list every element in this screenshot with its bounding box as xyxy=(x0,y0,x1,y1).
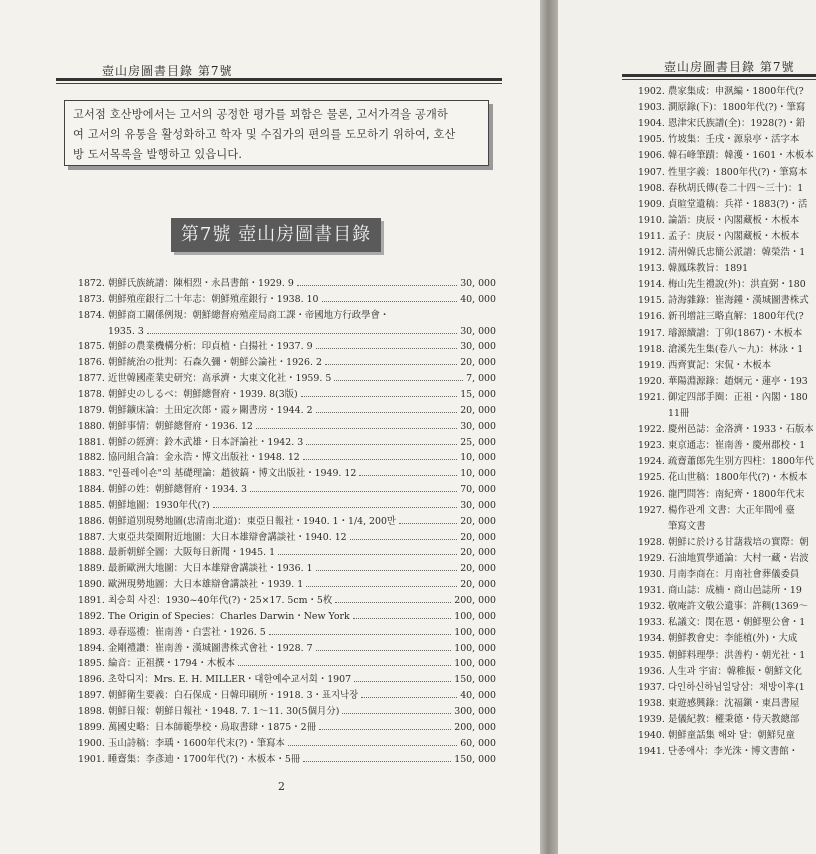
catalog-entry xyxy=(638,148,816,163)
entry-description: 朝鮮道別現勢地圖(忠清南北道)：東亞日報社・1940. 1・1/4, 200만 xyxy=(108,515,396,527)
catalog-entry xyxy=(78,609,496,624)
dot-leader xyxy=(213,507,457,508)
dot-leader xyxy=(342,713,451,714)
catalog-entry xyxy=(78,419,496,434)
entry-price: 15, 000 xyxy=(460,388,496,400)
entry-number: 1891. xyxy=(78,595,105,606)
entry-number: 1894. xyxy=(78,642,105,654)
entry-description: 다인하신하님일당삼：채방이후(1 xyxy=(668,681,805,693)
catalog-entry xyxy=(78,577,496,592)
entry-description: 御定四部手圈：正祖・內閣・180 xyxy=(668,391,808,403)
catalog-entry xyxy=(78,561,496,576)
catalog-entry xyxy=(638,309,816,324)
entry-description: 梅山先生禮說(外)：洪直弼・180 xyxy=(668,279,806,291)
entry-number: 1879. xyxy=(78,404,105,416)
catalog-entry xyxy=(638,100,816,115)
catalog-entry xyxy=(78,545,496,560)
entry-description: 論語：庚辰・內閣藏板・木板本 xyxy=(668,214,800,226)
entry-number: 1937. xyxy=(638,681,665,693)
entry-price: 25, 000 xyxy=(460,436,496,448)
dot-leader xyxy=(350,539,458,540)
entry-number: 1899. xyxy=(78,721,105,733)
dot-leader xyxy=(147,333,457,334)
entry-description: 朝鮮の農業機構分析：印貞植・白揚社・1937. 9 xyxy=(108,341,313,353)
entry-number: 1915. xyxy=(638,295,665,307)
entry-description: 朝鮮統治の批判：石森久彌・朝鮮公論社・1926. 2 xyxy=(108,357,322,369)
entry-description: The Origin of Species：Charles Darwin・New York xyxy=(108,610,350,622)
entry-description: 貞暄堂遺稿：兵祥・1883(?)・活 xyxy=(668,198,808,210)
catalog-entry xyxy=(78,339,496,354)
catalog-entry xyxy=(78,704,496,719)
entry-number: 1902. xyxy=(638,86,665,97)
entry-number: 1878. xyxy=(78,388,105,400)
catalog-entry xyxy=(638,326,816,341)
entry-price: 200, 000 xyxy=(454,595,496,606)
dot-leader xyxy=(316,348,458,349)
entry-description: 璿源續譜：丁卯(1867)・木板本 xyxy=(668,327,803,339)
entry-description: 歐洲現勢地圖：大日本雄辯會講談社・1939. 1 xyxy=(108,579,304,591)
entry-number: 1927. xyxy=(638,504,665,516)
catalog-entry xyxy=(638,454,816,469)
catalog-entry xyxy=(638,422,816,437)
entry-number: 1895. xyxy=(78,658,105,670)
catalog-entry xyxy=(638,503,816,518)
entry-description: 淸州韓氏忠簡公派譜：韓榮浩・1 xyxy=(668,247,806,258)
entry-price: 20, 000 xyxy=(460,579,496,591)
entry-description: 東京通志：崔南善・慶州郡校・1 xyxy=(668,440,806,452)
catalog-entry xyxy=(638,84,816,99)
dot-leader xyxy=(306,586,457,587)
entry-number: 1940. xyxy=(638,730,665,741)
entry-description: 竹坡集：壬戌・源泉亭・活字本 xyxy=(668,134,800,146)
entry-description: 月南李商在：月南社會葬儀委員 xyxy=(668,569,800,580)
entry-number: 1880. xyxy=(78,420,105,432)
catalog-entry xyxy=(638,680,816,695)
entry-description: 朝鮮地圖：1930年代(?) xyxy=(108,499,210,511)
entry-number: 1873. xyxy=(78,293,105,305)
entry-description: 性里字義：1800年代(?)・筆寫本 xyxy=(668,166,808,178)
entry-number: 1920. xyxy=(638,375,665,387)
catalog-entry xyxy=(638,696,816,711)
entry-description: 韓鳳珠教旨：1891 xyxy=(668,263,749,275)
entry-number: 1911. xyxy=(638,230,665,242)
entry-description: 朝鮮に於ける甘藷栽培の實際：朝 xyxy=(668,536,809,548)
catalog-entry xyxy=(638,438,816,453)
notice-line: 여 고서의 유통을 활성화하고 학자 및 수집가의 편의를 도모하기 위하여, 호산 xyxy=(73,128,456,141)
catalog-entry xyxy=(638,116,816,131)
entry-price: 30, 000 xyxy=(460,420,496,432)
dot-leader xyxy=(297,285,457,286)
entry-description: 石油地質學通論：大村一藏・岩波 xyxy=(668,552,809,564)
entry-number: 1896. xyxy=(78,674,105,686)
entry-description: 朝鮮日報：朝鮮日報社・1948. 7. 1～11. 30(5個月分) xyxy=(108,705,340,717)
catalog-entry xyxy=(638,664,816,679)
entry-description: 春秋胡氏傳(卷二十四～三十)：1 xyxy=(668,182,804,194)
entry-number: 1885. xyxy=(78,499,105,511)
header-rule-thin xyxy=(56,83,502,84)
entry-number: 1925. xyxy=(638,472,665,484)
entry-description: 商山誌：成楠・商山邑誌所・19 xyxy=(668,585,802,597)
entry-number: 1926. xyxy=(638,488,665,500)
entry-number: 1901. xyxy=(78,753,105,765)
catalog-entry xyxy=(78,435,496,450)
notice-line: 고서점 호산방에서는 고서의 공정한 평가를 꾀함은 물론, 고서가격을 공개하 xyxy=(73,108,449,121)
entry-description: 朝鮮料理學：洪善杓・朝光社・1 xyxy=(668,649,806,661)
right-page xyxy=(558,0,816,854)
book-gutter xyxy=(540,0,558,854)
catalog-entry xyxy=(78,498,496,513)
entry-description: 朝鮮鑛床論：土田定次郎・霞ヶ關書房・1944. 2 xyxy=(108,404,313,416)
entry-description: 朝鮮氏族統譜：陳相烈・永昌書館・1929. 9 xyxy=(108,278,294,289)
catalog-entry xyxy=(78,308,496,323)
entry-number: 1907. xyxy=(638,166,665,178)
catalog-entry xyxy=(78,672,496,687)
dot-leader xyxy=(301,396,458,397)
catalog-entry xyxy=(78,403,496,418)
entry-description: 尋春巡禮：崔南善・白雲社・1926. 5 xyxy=(108,626,266,638)
catalog-entry xyxy=(638,551,816,566)
catalog-entry xyxy=(78,593,496,608)
entry-description: 11冊 xyxy=(668,408,690,419)
entry-description: 초학디지：Mrs. E. H. MILLER・대한예수교서회・1907 xyxy=(108,674,352,686)
entry-description: 人生과 宇宙：韓稚振・朝鮮文化 xyxy=(668,665,802,677)
entry-description: 朝鮮事情：朝鮮總督府・1936. 12 xyxy=(108,420,253,432)
entry-number: 1922. xyxy=(638,424,665,436)
entry-number: 1919. xyxy=(638,359,665,371)
entry-number: 1905. xyxy=(638,134,665,146)
entry-number: 1938. xyxy=(638,697,665,709)
dot-leader xyxy=(256,428,457,429)
entry-description: 華陽淵源錄：趙炯元・蓮亭・193 xyxy=(668,375,808,387)
catalog-entry xyxy=(78,276,496,291)
entry-number: 1883. xyxy=(78,468,105,480)
catalog-entry xyxy=(78,387,496,402)
entry-price: 300, 000 xyxy=(454,705,496,717)
entry-price: 100, 000 xyxy=(454,658,496,670)
entry-number: 1912. xyxy=(638,247,665,258)
entry-description: 朝鮮の經濟：鈴木武雄・日本評論社・1942. 3 xyxy=(108,436,304,448)
entry-number: 1884. xyxy=(78,484,105,496)
entry-number: 1872. xyxy=(78,278,105,289)
catalog-entry xyxy=(638,165,816,180)
dot-leader xyxy=(399,523,457,524)
entry-number: 1939. xyxy=(638,713,665,725)
entry-price: 60, 000 xyxy=(460,737,496,749)
entry-description: 朝鮮童話集 해와 달：朝鮮兒童 xyxy=(668,730,795,741)
entry-number: 1916. xyxy=(638,311,665,323)
catalog-entry xyxy=(638,197,816,212)
catalog-entry xyxy=(638,229,816,244)
entry-number: 1890. xyxy=(78,579,105,591)
catalog-entry xyxy=(638,181,816,196)
dot-leader xyxy=(316,570,458,571)
entry-number: 1936. xyxy=(638,665,665,677)
entry-number: 1906. xyxy=(638,150,665,162)
catalog-entry xyxy=(78,514,496,529)
entry-number: 1888. xyxy=(78,547,105,559)
dot-leader xyxy=(278,554,457,555)
catalog-entry xyxy=(638,470,816,485)
dot-leader xyxy=(316,650,452,651)
dot-leader xyxy=(322,301,458,302)
entry-number: 1934. xyxy=(638,633,665,645)
entry-price: 100, 000 xyxy=(454,610,496,622)
dot-leader xyxy=(306,444,457,445)
entry-price: 20, 000 xyxy=(460,404,496,416)
catalog-entry xyxy=(78,482,496,497)
catalog-entry xyxy=(638,342,816,357)
entry-description: 恩津宋氏族譜(全)：1928(?)・鉛 xyxy=(668,118,806,130)
dot-leader xyxy=(316,412,458,413)
entry-number: 1931. xyxy=(638,585,665,597)
dot-leader xyxy=(250,491,457,492)
catalog-entry xyxy=(78,450,496,465)
entry-price: 70, 000 xyxy=(460,484,496,496)
entry-description: 西齊實記：宋侃・木板本 xyxy=(668,359,772,371)
header-rule xyxy=(56,78,502,81)
entry-number: 1886. xyxy=(78,515,105,527)
entry-number: 1889. xyxy=(78,563,105,575)
notice-line: 방 도서목록을 발행하고 있읍니다. xyxy=(73,148,243,161)
entry-price: 30, 000 xyxy=(460,341,496,353)
entry-description: 최승희 사진：1930~40年代(?)・25×17. 5cm・5枚 xyxy=(108,595,333,606)
catalog-entry xyxy=(78,371,496,386)
entry-price: 20, 000 xyxy=(460,563,496,575)
entry-description: 是儀紀教：權秉德・侍天教總部 xyxy=(668,713,800,725)
entry-description: 睡齋集：李彥迪・1700年代(?)・木板本・5冊 xyxy=(108,753,301,765)
catalog-entry xyxy=(638,132,816,147)
entry-price: 150, 000 xyxy=(454,674,496,686)
entry-price: 40, 000 xyxy=(460,293,496,305)
entry-price: 7, 000 xyxy=(466,373,496,385)
catalog-entry xyxy=(638,744,816,759)
entry-description: 疏齋蕭郎先生別方四柱：1800年代 xyxy=(668,456,814,468)
catalog-entry xyxy=(638,277,816,292)
dot-leader xyxy=(359,475,457,476)
entry-number: 1877. xyxy=(78,373,105,385)
notice-box xyxy=(64,100,489,166)
entry-number: 1941. xyxy=(638,746,665,758)
entry-price: 20, 000 xyxy=(460,515,496,527)
dot-leader xyxy=(319,729,451,730)
entry-description: 韓石峰筆蹟：韓濩・1601・木板本 xyxy=(668,150,814,162)
entry-number: 1882. xyxy=(78,452,105,464)
entry-description: 詩海雜錄：崔海鍾・漢城圖書株式 xyxy=(668,295,809,307)
entry-number: 1903. xyxy=(638,102,665,114)
entry-number: 1929. xyxy=(638,552,665,564)
entry-price: 150, 000 xyxy=(454,753,496,765)
entry-description: 東遊感興錄：沈福鎭・東昌書屋 xyxy=(668,697,800,709)
catalog-entry xyxy=(638,648,816,663)
header-rule-thin xyxy=(622,79,816,80)
catalog-entry xyxy=(638,712,816,727)
catalog-entry xyxy=(638,358,816,373)
catalog-entry xyxy=(638,583,816,598)
entry-number: 1924. xyxy=(638,456,665,468)
entry-number: 1935. xyxy=(638,649,665,661)
dot-leader xyxy=(288,745,457,746)
entry-description: 朝鮮衛生要義：白石保成・日韓印刷所・1918. 3・표지낙장 xyxy=(108,690,359,702)
entry-number: 1918. xyxy=(638,343,665,355)
entry-number: 1923. xyxy=(638,440,665,452)
catalog-title-banner: 第7號 壺山房圖書目錄 xyxy=(171,218,381,252)
catalog-entry xyxy=(638,567,816,582)
catalog-entry xyxy=(638,535,816,550)
catalog-entry xyxy=(638,631,816,646)
catalog-entry xyxy=(638,599,816,614)
dot-leader xyxy=(303,761,451,762)
catalog-entry xyxy=(638,213,816,228)
catalog-entry xyxy=(78,656,496,671)
entry-number: 1904. xyxy=(638,118,665,130)
dot-leader xyxy=(303,459,457,460)
entry-number: 1897. xyxy=(78,690,105,702)
catalog-entry xyxy=(638,245,816,260)
entry-price: 30, 000 xyxy=(460,278,496,289)
entry-number: 1914. xyxy=(638,279,665,291)
page-header: 壺山房圖書目錄 第7號 xyxy=(664,60,795,74)
catalog-entry xyxy=(638,293,816,308)
entry-price: 20, 000 xyxy=(460,357,496,369)
entry-description: 龍門問答：南紀齊・1800年代末 xyxy=(668,488,805,500)
catalog-entry xyxy=(78,720,496,735)
entry-number: 1932. xyxy=(638,601,665,613)
entry-description: 最新歐洲大地圖：大日本雄辯會講談社・1936. 1 xyxy=(108,563,313,575)
catalog-entry xyxy=(638,261,816,276)
entry-number: 1876. xyxy=(78,357,105,369)
dot-leader xyxy=(238,665,451,666)
entry-number: 1887. xyxy=(78,531,105,543)
entry-description: 慶州邑誌：金洛濟・1933・石版本 xyxy=(668,424,814,436)
catalog-entry xyxy=(78,688,496,703)
entry-number: 1908. xyxy=(638,182,665,194)
entry-description: 朝鮮史のしるべ：朝鮮總督府・1939. 8(3版) xyxy=(108,388,298,400)
entry-description: 金剛禮讚：崔南善・漢城圖書株式會社・1928. 7 xyxy=(108,642,313,654)
entry-number: 1933. xyxy=(638,617,665,629)
catalog-entry xyxy=(638,728,816,743)
entry-number: 1900. xyxy=(78,737,105,749)
entry-description: 筆寫文書 xyxy=(668,520,706,532)
dot-leader xyxy=(361,697,457,698)
entry-number: 1898. xyxy=(78,705,105,717)
entry-number: 1917. xyxy=(638,327,665,339)
catalog-entry xyxy=(78,641,496,656)
page-number: 2 xyxy=(278,780,285,793)
entry-description: 1935. 3 xyxy=(108,325,144,337)
entry-price: 20, 000 xyxy=(460,531,496,543)
entry-number: 1893. xyxy=(78,626,105,638)
catalog-entry xyxy=(78,355,496,370)
entry-description: 綸音：正祖撰・1794・木板本 xyxy=(108,658,235,670)
catalog-entry xyxy=(638,487,816,502)
entry-price: 100, 000 xyxy=(454,626,496,638)
entry-description: 楊作관계 文書：大正年間에 臺 xyxy=(668,504,795,516)
entry-number: 1913. xyxy=(638,263,665,275)
entry-description: 朝鮮の姓：朝鮮總督府・1934. 3 xyxy=(108,484,247,496)
entry-price: 30, 000 xyxy=(460,499,496,511)
dot-leader xyxy=(335,602,451,603)
catalog-entry xyxy=(638,406,816,421)
dot-leader xyxy=(269,634,452,635)
entry-price: 10, 000 xyxy=(460,452,496,464)
entry-price: 40, 000 xyxy=(460,690,496,702)
entry-description: 萬國史略：日本師範學校・鳥取書肆・1875・2冊 xyxy=(108,721,316,733)
entry-description: 花山世稿：1800年代(?)・木板本 xyxy=(668,472,808,484)
entry-description: "인플레이숀"의 基礎理論：趙彼鎬・博文出版社・1949. 12 xyxy=(108,468,357,480)
catalog-entry xyxy=(78,324,496,339)
entry-price: 10, 000 xyxy=(460,468,496,480)
entry-price: 30, 000 xyxy=(460,325,496,337)
entry-number: 1892. xyxy=(78,610,105,622)
catalog-entry xyxy=(78,625,496,640)
catalog-entry xyxy=(638,374,816,389)
entry-number: 1928. xyxy=(638,536,665,548)
dot-leader xyxy=(354,681,451,682)
entry-description: 朝鮮教會史：李能植(外)・大成 xyxy=(668,633,798,645)
entry-price: 20, 000 xyxy=(460,547,496,559)
entry-price: 100, 000 xyxy=(454,642,496,654)
page-header: 壺山房圖書目錄 第7號 xyxy=(102,64,233,78)
entry-description: 農家集成：申洬編・1800年代(? xyxy=(668,86,804,97)
dot-leader xyxy=(353,618,452,619)
catalog-entry xyxy=(638,390,816,405)
entry-description: 近世韓國產業史研究：高承濟・大東文化社・1959. 5 xyxy=(108,373,332,385)
entry-description: 滄溪先生集(卷八～九)：林泳・1 xyxy=(668,343,804,355)
entry-number: 1875. xyxy=(78,341,105,353)
catalog-entry xyxy=(78,292,496,307)
header-rule xyxy=(622,74,816,77)
entry-number: 1881. xyxy=(78,436,105,448)
catalog-entry xyxy=(638,519,816,534)
catalog-entry xyxy=(78,736,496,751)
entry-number: 1921. xyxy=(638,391,665,403)
entry-price: 200, 000 xyxy=(454,721,496,733)
entry-description: 朝鮮商工關係例規：朝鮮總督府殖産局商工課・帝國地方行政學會・ xyxy=(108,309,390,321)
entry-description: 澗原錄(下)：1800年代(?)・筆寫 xyxy=(668,102,806,114)
entry-description: 玉山詩稿：李瑀・1600年代末(?)・筆寫本 xyxy=(108,737,285,749)
entry-description: 大東亞共榮圈附近地圖：大日本雄辯會講談社・1940. 12 xyxy=(108,531,347,543)
entry-number: 1910. xyxy=(638,214,665,226)
dot-leader xyxy=(325,364,457,365)
entry-description: 協同組合論：金永浩・博文出版社・1948. 12 xyxy=(108,452,300,464)
catalog-entry xyxy=(78,466,496,481)
entry-description: 新刊增註三略直解：1800年代(? xyxy=(668,311,804,323)
entry-number: 1909. xyxy=(638,198,665,210)
entry-description: 단종애사：李光洙・博文書館・ xyxy=(668,746,798,758)
entry-description: 朝鮮殖産銀行二十年志：朝鮮殖産銀行・1938. 10 xyxy=(108,293,319,305)
entry-description: 孟子：庚辰・內閣藏板・木板本 xyxy=(668,230,800,242)
catalog-entry xyxy=(638,615,816,630)
entry-number: 1874. xyxy=(78,309,105,321)
entry-description: 敬庵許文敬公遺事：許稠(1369～ xyxy=(668,601,809,613)
dot-leader xyxy=(334,380,463,381)
catalog-entry xyxy=(78,530,496,545)
entry-description: 最新朝鮮全圖：大阪每日新聞・1945. 1 xyxy=(108,547,276,559)
catalog-entry xyxy=(78,752,496,767)
entry-description: 私議文：閔在恩・朝鮮聖公會・1 xyxy=(668,617,806,629)
entry-number: 1930. xyxy=(638,569,665,580)
